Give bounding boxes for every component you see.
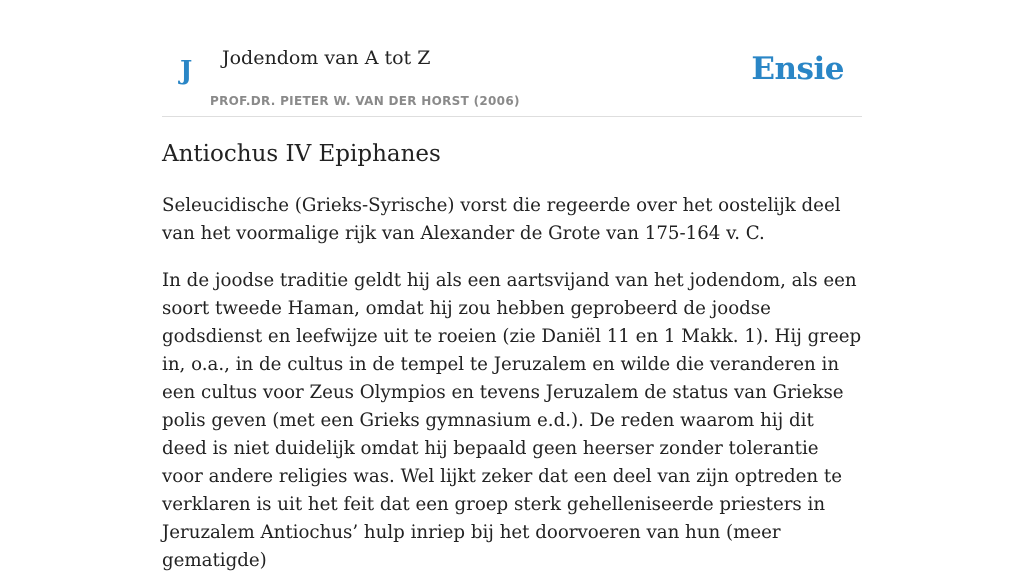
book-title[interactable]: Jodendom van A tot Z: [222, 47, 431, 69]
article-paragraph: In de joodse traditie geldt hij als een aartsvijand van het jodendom, als een soort tweede Haman, omdat hij zou hebben geprobeerd de joodse godsdienst en leefwijze uit te roeien (zie Daniël 11 en 1 Makk. 1). Hij greep in, o.a., in de cultus in de tempel te Jeruzalem en wilde die veranderen in een cultus voor Zeus Olympios en tevens Jeruzalem de status van Griekse polis geven (met een Grieks gymnasium e.d.). De reden waarom hij dit deed is niet duidelijk omdat hij bepaald geen heerser zonder tolerantie voor andere religies was. Wel lijkt zeker dat een deel van zijn optreden te verklaren is uit het feit dat een groep sterk gehelleniseerde priesters in Jeruzalem Antiochus’ hulp inriep bij het doorvoeren van hun (meer gematigde): [162, 270, 862, 571]
article-paragraph: Seleucidische (Grieks-Syrische) vorst die regeerde over het oostelijk deel van het voormalige rijk van Alexander de Grote van 175-164 v. C.: [162, 195, 841, 244]
book-author: PROF.DR. PIETER W. VAN DER HORST (2006): [210, 94, 520, 108]
article: [162, 138, 862, 575]
ensie-logo[interactable]: Ensie: [751, 51, 844, 87]
book-letter-logo[interactable]: J: [180, 56, 193, 86]
article-title: Antiochus IV Epiphanes: [162, 141, 441, 167]
book-header: [162, 0, 862, 117]
